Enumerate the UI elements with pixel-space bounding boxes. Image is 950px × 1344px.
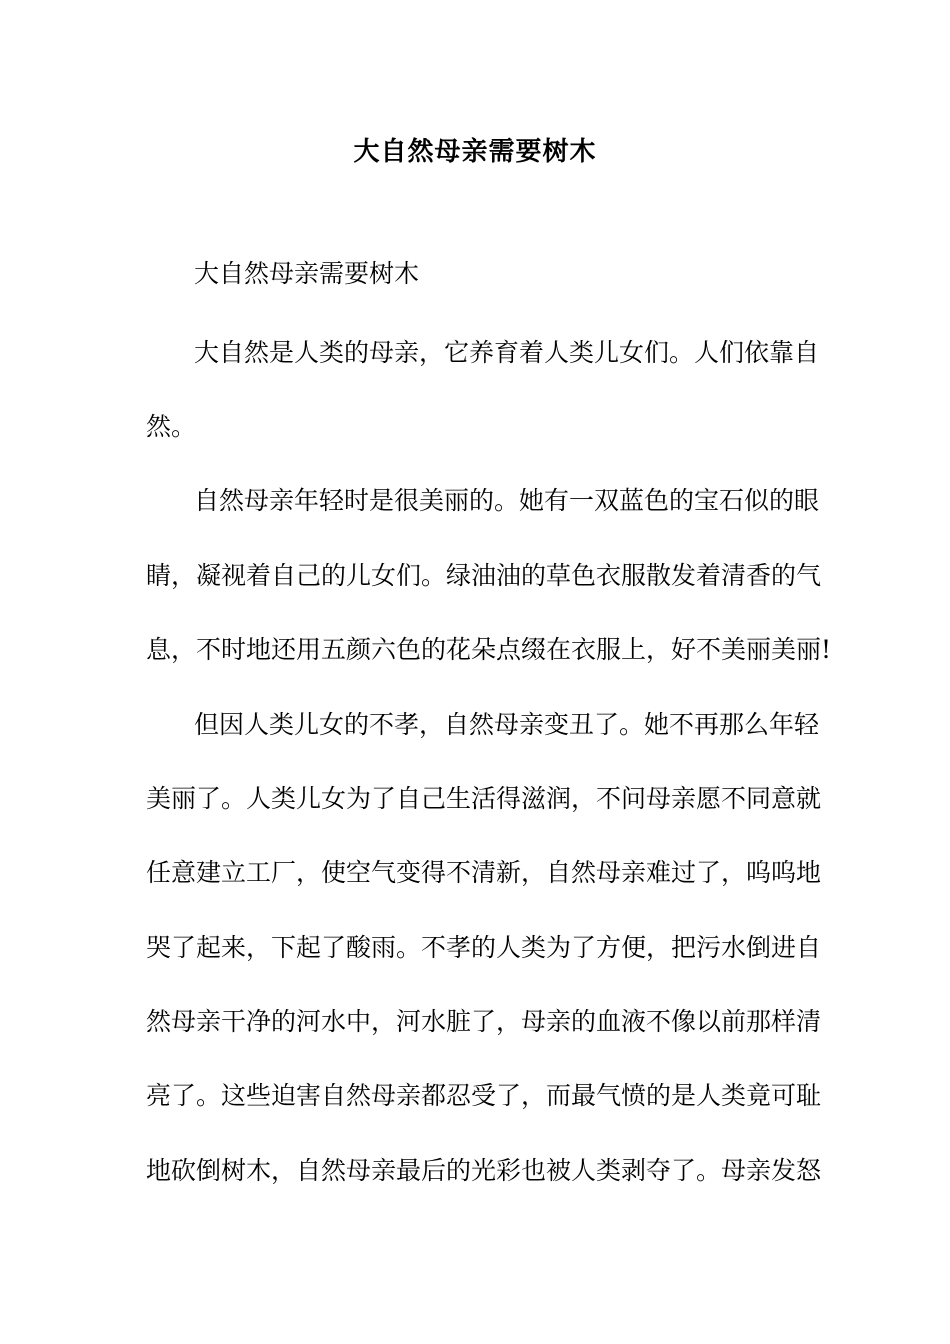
- paragraph-line: 但因人类儿女的不孝，自然母亲变丑了。她不再那么年轻: [194, 710, 820, 739]
- paragraph-line: 自然母亲年轻时是很美丽的。她有一双蓝色的宝石似的眼: [194, 486, 820, 515]
- paragraph-line: 任意建立工厂，使空气变得不清新，自然母亲难过了，呜呜地: [146, 858, 822, 887]
- paragraph-line: 亮了。这些迫害自然母亲都忍受了，而最气愤的是人类竟可耻: [146, 1081, 822, 1110]
- paragraph-line: 哭了起来，下起了酸雨。不孝的人类为了方便，把污水倒进自: [146, 933, 822, 962]
- paragraph-line: 睛，凝视着自己的儿女们。绿油油的草色衣服散发着清香的气: [146, 561, 822, 590]
- paragraph-line: 美丽了。人类儿女为了自己生活得滋润，不问母亲愿不同意就: [146, 784, 822, 813]
- subtitle-line: 大自然母亲需要树木: [194, 259, 420, 288]
- paragraph-line: 大自然是人类的母亲，它养育着人类儿女们。人们依靠自: [194, 338, 820, 367]
- paragraph-line: 然母亲干净的河水中，河水脏了，母亲的血液不像以前那样清: [146, 1007, 822, 1036]
- document-title: 大自然母亲需要树木: [353, 137, 597, 167]
- paragraph-line: 地砍倒树木，自然母亲最后的光彩也被人类剥夺了。母亲发怒: [146, 1156, 822, 1185]
- paragraph-line: 然。: [146, 412, 197, 441]
- paragraph-line: 息，不时地还用五颜六色的花朵点缀在衣服上，好不美丽美丽!: [146, 635, 832, 664]
